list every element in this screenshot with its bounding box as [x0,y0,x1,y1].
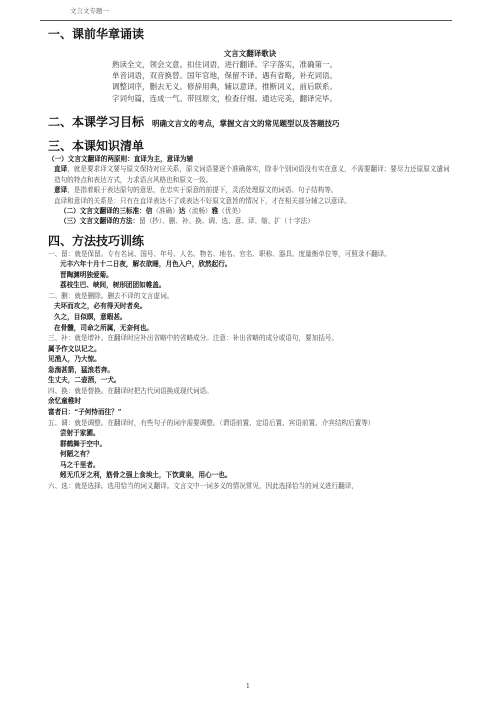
example-line: 余忆童稚时 [48,397,81,406]
section2-heading [48,114,452,132]
shan-desc: 二、删：就是删除。删去不译的文言虚词。 [48,292,174,301]
point3-text: 留（抄）、删、补、换、调、选、意、译、缩、扩（十字法） [139,217,314,226]
header-rule [40,20,452,21]
example-line: 晋陶渊明独爱菊。 [60,270,113,279]
point2 [48,206,452,216]
song-line: 字词句篇，连成一气。带回原文，检查仔细。通达完美，翻译完毕。 [112,93,337,103]
song-title: 文言文翻译歌诀 [223,49,277,58]
xuan-desc: 六、选：就是选择。选用恰当的词义翻译。文言文中一词多义的情况常见，因此选择恰当的词义进行翻译， [48,481,358,490]
song-line: 调整词序，删去无义。修辞用典，辅以意译。推断词义，前后联系。 [112,82,337,92]
zhiyi-label: 直译 [54,165,68,174]
point2-p1: （准确） [152,207,179,216]
page-header: 文言文专题一 [70,7,109,15]
example-line: 蚓无爪牙之利，筋骨之强上食埃土，下饮黄泉，用心一也。 [60,471,232,480]
zhiyi-text: ，就是要求译文要与原文保持对应关系，原文词语要逐个准确落实，除非个别词语没有实在意义，不需要翻译；要尽力还原原文遣词造句的特点和表达方式，力求语言风格也和原文一致。 [54,165,450,184]
yiyi-text: ，是指着眼于表达原句的意思，在忠实于原意的前提下，灵活处理原文的词语、句子结构等。 [67,186,338,195]
song-line: 熟读全文，领会文意。扣住词语，进行翻译。字字落实，准确第一。 [112,60,337,69]
liu-desc: 一、留：就是保留。专有名词、国号、年号、人名、物名、地名、官名、职称、器具、度量衡单位等，可照录不翻译。 [48,249,391,258]
example-line: 元丰六年十月十二日夜，解衣欲睡，月色入户，欣然起行。 [60,260,232,269]
section1-heading: 一、课前华章诵读 [48,27,145,41]
yiyi-paragraph [48,185,452,195]
page-number: 1 [246,683,250,690]
section3-heading: 三、本课知识清单 [48,138,145,153]
point1: （一）文言文翻译的两原则：直译为主，意译为辅 [48,154,194,163]
example-line: 久之，目似瞑，意暇甚。 [54,313,127,322]
song-line: 单音词语，双音换替。国年官地，保留不译。遇有省略，补充词语。 [112,71,337,81]
example-line: 夫环而攻之，必有得天时者矣。 [54,302,147,311]
example-line: 在骨髓，司命之所属，无奈何也。 [54,323,153,332]
huan-desc: 四、换：就是替换。在翻译时把古代词语换成现代词语。 [48,387,213,395]
point3-label: （三）文言文翻译的方法： [60,217,140,226]
example-line: 尝射于家圃。 [60,429,100,437]
tiao-desc: 五、调：就是调整。在翻译时，有些句子的词序需要调整。（谓语前置、定语后置、宾语前置、介宾结构后置等） [48,418,375,427]
point2-pre: （二）文言文翻译的三标准：信 [60,207,153,216]
example-line: 见渔人，乃大惊。 [48,355,101,364]
point3 [48,216,452,226]
section4-heading: 四、方法技巧训练 [48,233,145,248]
section2-title: 二、本课学习目标 [48,114,145,129]
point2-p2: （流畅） [185,207,212,216]
example-line: 群鹤舞于空中。 [60,439,107,448]
example-line: 生丈夫，二壶酒，一犬。 [48,376,121,385]
example-line: 何陋之有？ [60,450,93,459]
point2-m: 达 [178,207,186,216]
yiyi-label: 意译 [54,186,68,195]
example-line: 属予作文以记之。 [48,344,101,353]
example-line: 富者曰：“子何恃而往？” [48,408,122,416]
content [48,26,452,491]
section2-subtitle: 明确文言文的考点，掌握文言文的常见题型以及答题技巧 [152,118,340,128]
example-line: 荔枝生巴、峡间，树形团团如帷盖。 [60,281,166,290]
zhiyi-paragraph [48,164,452,185]
point2-p3: （优美） [218,207,245,216]
example-line: 急湍甚箭，猛浪若奔。 [48,365,114,374]
point2-e: 雅 [211,207,219,216]
relation-paragraph: 直译和意译的关系是：只有在直译表达不了或表达不好原文意旨的情况下，才在相关部分辅之以意译。 [54,196,351,205]
bu-desc: 三、补：就是增补。在翻译时应补出省略中的省略成分。注意：补出省略的成分或语句，要加括号。 [48,334,339,343]
example-line: 马之千里者。 [60,460,100,469]
